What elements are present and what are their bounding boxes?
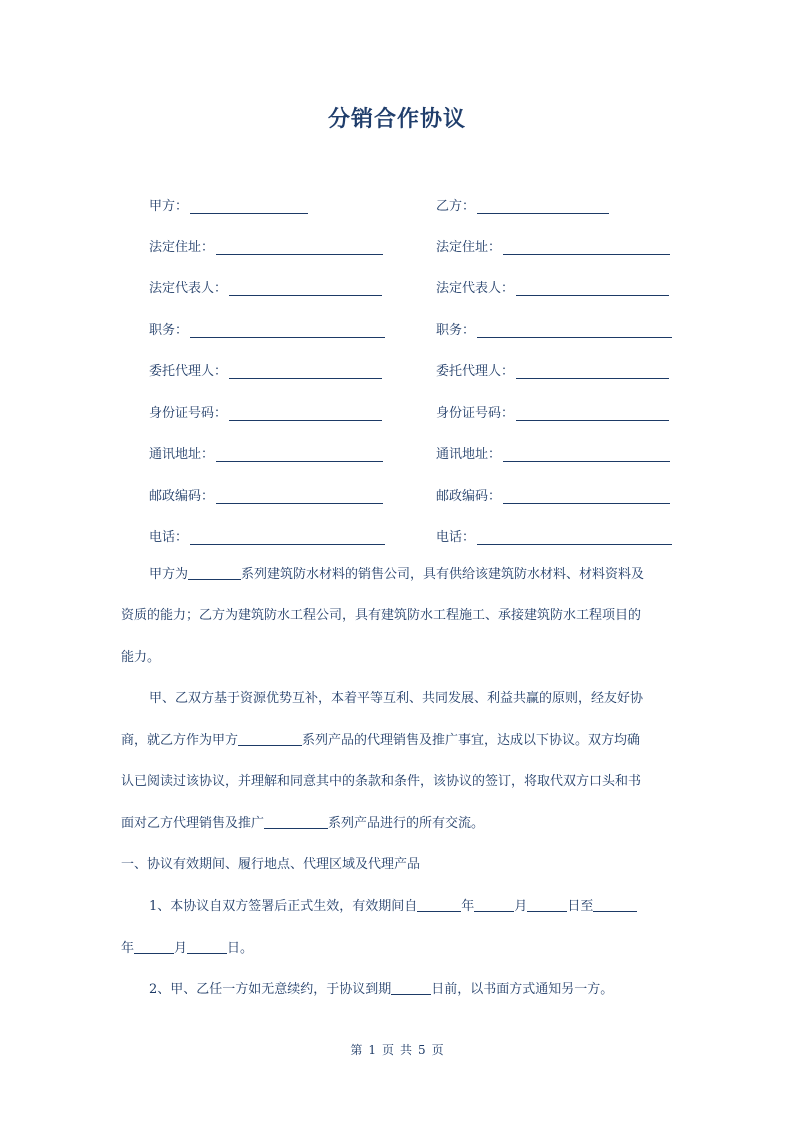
c1-year-1: 年: [461, 899, 475, 914]
party-b-name-blank[interactable]: [477, 198, 609, 214]
c1-year-2: 年: [121, 941, 135, 956]
party-b-position-blank[interactable]: [477, 322, 672, 338]
party-b-postal-code-blank[interactable]: [503, 488, 670, 504]
party-b-agent-blank[interactable]: [516, 363, 669, 379]
p1-text-c: 资质的能力；乙方为建筑防水工程公司，具有建筑防水工程施工、承接建筑防水工程项目的: [121, 608, 642, 623]
section-1-heading: [121, 853, 674, 877]
notice-days-blank[interactable]: [391, 980, 431, 995]
party-a-name-field: [149, 190, 308, 214]
c1-day-2: 日。: [227, 941, 254, 956]
field-row-representative: [0, 272, 794, 296]
party-b-mail-address-label: 通讯地址：: [436, 447, 502, 462]
party-b-id-number-label: 身份证号码：: [436, 406, 515, 421]
p2-text-f: 系列产品进行的所有交流。: [328, 816, 485, 831]
party-a-position-blank[interactable]: [190, 322, 385, 338]
field-row-phone: [0, 521, 794, 545]
field-row-position: [0, 314, 794, 338]
party-b-agent-field: [436, 355, 669, 379]
field-row-agent: [0, 355, 794, 379]
party-b-name-label: 乙方：: [436, 199, 476, 214]
clause-1-line-1: [121, 895, 674, 919]
party-b-address-field: [436, 231, 670, 255]
party-b-position-field: [436, 314, 672, 338]
party-a-position-field: [149, 314, 385, 338]
page-footer: [0, 1041, 794, 1058]
party-a-name-blank[interactable]: [190, 198, 308, 214]
party-a-id-number-blank[interactable]: [229, 405, 382, 421]
party-a-postal-code-blank[interactable]: [216, 488, 383, 504]
paragraph-1-line-3: [121, 646, 674, 670]
footer-page-word: 页: [381, 1043, 394, 1057]
party-a-representative-blank[interactable]: [229, 280, 382, 296]
product-series-blank-1[interactable]: [188, 565, 241, 580]
field-row-name: [0, 190, 794, 214]
start-day-blank[interactable]: [527, 897, 567, 912]
footer-prefix: 第: [350, 1043, 363, 1057]
party-a-address-label: 法定住址：: [149, 240, 215, 255]
product-series-blank-2[interactable]: [238, 731, 302, 746]
party-a-postal-code-label: 邮政编码：: [149, 489, 215, 504]
c2-text-a: 2、甲、乙任一方如无意续约，于协议到期: [149, 982, 392, 997]
party-a-agent-blank[interactable]: [229, 363, 382, 379]
party-a-representative-field: [149, 272, 382, 296]
party-b-address-blank[interactable]: [503, 239, 670, 255]
party-b-representative-label: 法定代表人：: [436, 281, 515, 296]
party-a-position-label: 职务：: [149, 323, 189, 338]
party-a-address-blank[interactable]: [216, 239, 383, 255]
paragraph-1-line-2: [121, 604, 674, 628]
party-b-position-label: 职务：: [436, 323, 476, 338]
party-b-phone-field: [436, 521, 672, 545]
end-day-blank[interactable]: [187, 939, 227, 954]
p2-text-b: 商，就乙方作为甲方: [121, 733, 239, 748]
start-year-blank[interactable]: [417, 897, 461, 912]
p1-text-a: 甲方为: [149, 567, 189, 582]
p2-text-d: 认已阅读过该协议，并理解和同意其中的条款和条件，该协议的签订，将取代双方口头和书: [121, 774, 642, 789]
paragraph-2-line-3: [121, 770, 674, 794]
party-a-mail-address-label: 通讯地址：: [149, 447, 215, 462]
party-a-agent-field: [149, 355, 382, 379]
party-b-phone-blank[interactable]: [477, 529, 672, 545]
party-b-address-label: 法定住址：: [436, 240, 502, 255]
party-a-mail-address-blank[interactable]: [216, 446, 383, 462]
end-year-prefix-blank[interactable]: [593, 897, 637, 912]
party-b-mail-address-blank[interactable]: [503, 446, 670, 462]
product-series-blank-3[interactable]: [264, 814, 328, 829]
party-b-agent-label: 委托代理人：: [436, 364, 515, 379]
party-b-mail-address-field: [436, 438, 670, 462]
paragraph-1: [121, 563, 674, 587]
party-b-representative-blank[interactable]: [516, 280, 669, 296]
party-a-phone-field: [149, 521, 385, 545]
section-1-heading-text: 一、协议有效期间、履行地点、代理区域及代理产品: [121, 857, 421, 872]
field-row-mail-address: [0, 438, 794, 462]
party-a-id-number-label: 身份证号码：: [149, 406, 228, 421]
footer-current-page: 1: [368, 1043, 376, 1057]
party-a-phone-label: 电话：: [149, 530, 189, 545]
document-title: 分销合作协议: [327, 106, 466, 132]
p1-text-b: 系列建筑防水材料的销售公司，具有供给该建筑防水材料、材料资料及: [241, 567, 645, 582]
party-b-id-number-field: [436, 397, 669, 421]
c1-day-1: 日至: [567, 899, 594, 914]
paragraph-2-line-2: [121, 729, 674, 753]
party-a-phone-blank[interactable]: [190, 529, 385, 545]
clause-1-line-2: [121, 937, 674, 961]
c1-text-a: 1、本协议自双方签署后正式生效，有效期间自: [149, 899, 418, 914]
party-a-agent-label: 委托代理人：: [149, 364, 228, 379]
field-row-postal-code: [0, 480, 794, 504]
party-b-id-number-blank[interactable]: [516, 405, 669, 421]
party-a-name-label: 甲方：: [149, 199, 189, 214]
party-b-phone-label: 电话：: [436, 530, 476, 545]
party-a-representative-label: 法定代表人：: [149, 281, 228, 296]
party-b-postal-code-field: [436, 480, 670, 504]
field-row-address: [0, 231, 794, 255]
party-a-address-field: [149, 231, 383, 255]
paragraph-2-line-4: [121, 812, 674, 836]
p2-text-e: 面对乙方代理销售及推广: [121, 816, 265, 831]
party-b-postal-code-label: 邮政编码：: [436, 489, 502, 504]
footer-suffix: 页: [431, 1043, 444, 1057]
footer-total-pages: 5: [418, 1043, 426, 1057]
end-month-blank[interactable]: [134, 939, 174, 954]
c2-text-b: 日前，以书面方式通知另一方。: [431, 982, 614, 997]
p2-text-c: 系列产品的代理销售及推广事宜，达成以下协议。双方均确: [302, 733, 641, 748]
party-b-name-field: [436, 190, 609, 214]
c1-month-1: 月: [514, 899, 528, 914]
c1-month-2: 月: [174, 941, 188, 956]
party-a-id-number-field: [149, 397, 382, 421]
p2-text-a: 甲、乙双方基于资源优势互补，本着平等互利、共同发展、利益共赢的原则，经友好协: [149, 691, 644, 706]
paragraph-1-line-1: [121, 563, 674, 587]
party-a-postal-code-field: [149, 480, 383, 504]
clause-2-line-1: [121, 978, 674, 1002]
p1-text-d: 能力。: [121, 650, 161, 665]
paragraph-2-line-1: [121, 687, 674, 711]
footer-total-prefix: 共: [400, 1043, 413, 1057]
party-b-representative-field: [436, 272, 669, 296]
field-row-id-number: [0, 397, 794, 421]
start-month-blank[interactable]: [474, 897, 514, 912]
party-a-mail-address-field: [149, 438, 383, 462]
